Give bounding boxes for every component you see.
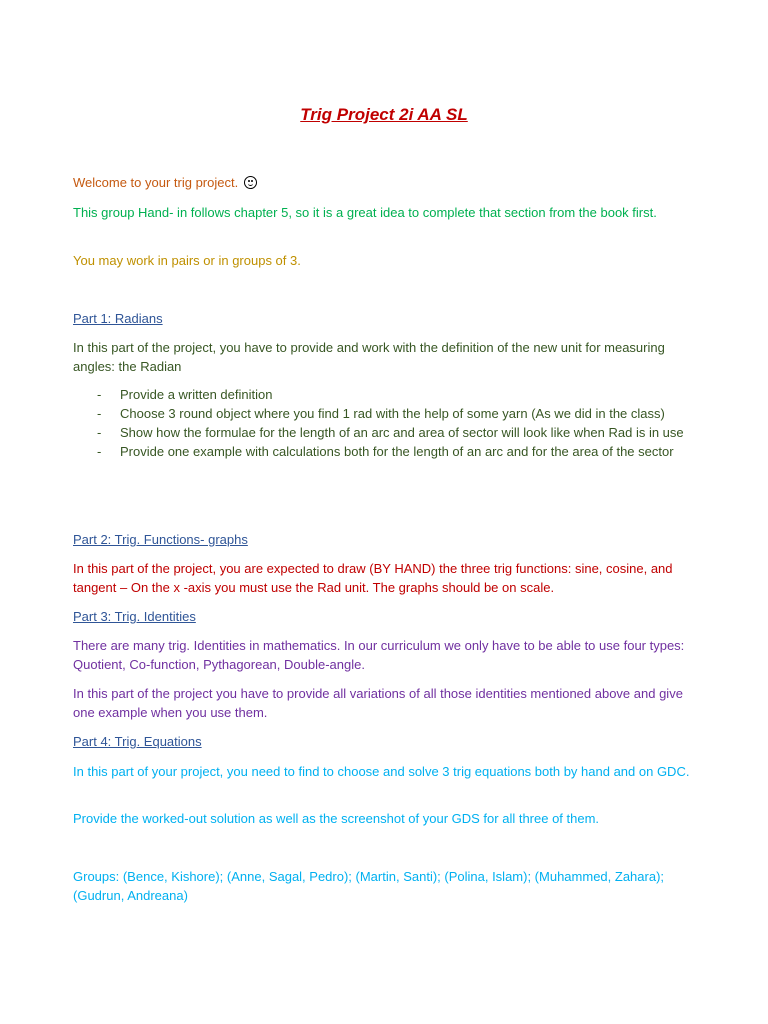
part4-text2: Provide the worked-out solution as well as the screenshot of your GDS for all three of them. xyxy=(73,811,600,826)
dash-bullet: - xyxy=(97,406,102,421)
dash-bullet: - xyxy=(97,387,102,402)
list-item: - Show how the formulae for the length of an arc and area of sector will look like when Rad is in use xyxy=(97,425,684,440)
welcome-line xyxy=(73,173,698,192)
welcome-text: Welcome to your trig project. xyxy=(73,175,239,190)
dash-bullet: - xyxy=(97,425,102,440)
part2-text: In this part of the project, you are expected to draw (BY HAND) the three trig functions: sine, cosine, and tangent – On the x -axis you must use the Rad unit. The graphs should be on scale. xyxy=(73,561,673,595)
part1-list xyxy=(73,385,698,461)
dash-bullet: - xyxy=(97,444,102,459)
part3-text1: There are many trig. Identities in mathematics. In our curriculum we only have to be able to use four types: Quotient, Co-function, Pythagorean, Double-angle. xyxy=(73,638,685,672)
smiley-face-icon xyxy=(244,176,257,189)
groups-list: Groups: (Bence, Kishore); (Anne, Sagal, Pedro); (Martin, Santi); (Polina, Islam); (Muhammed, Zahara); (Gudrun, Andreana) xyxy=(73,869,665,903)
part1-text: In this part of the project, you have to provide and work with the definition of the new unit for measuring angles: the Radian xyxy=(73,340,665,374)
list-item: - Choose 3 round object where you find 1 rad with the help of some yarn (As we did in the class) xyxy=(97,406,665,421)
part2-heading: Part 2: Trig. Functions- graphs xyxy=(73,532,248,547)
document-title: Trig Project 2i AA SL xyxy=(300,105,468,124)
part1-heading: Part 1: Radians xyxy=(73,311,163,326)
chapter-note: This group Hand- in follows chapter 5, so it is a great idea to complete that section from the book first. xyxy=(73,205,657,220)
part4-heading: Part 4: Trig. Equations xyxy=(73,734,202,749)
list-item: - Provide one example with calculations both for the length of an arc and for the area of the sector xyxy=(97,444,674,459)
groups-size-note: You may work in pairs or in groups of 3. xyxy=(73,253,301,268)
part3-heading: Part 3: Trig. Identities xyxy=(73,609,196,624)
part3-text2: In this part of the project you have to provide all variations of all those identities mentioned above and give one example when you use them. xyxy=(73,686,683,720)
list-item: - Provide a written definition xyxy=(97,387,273,402)
part4-text1: In this part of your project, you need to find to choose and solve 3 trig equations both by hand and on GDC. xyxy=(73,764,690,779)
